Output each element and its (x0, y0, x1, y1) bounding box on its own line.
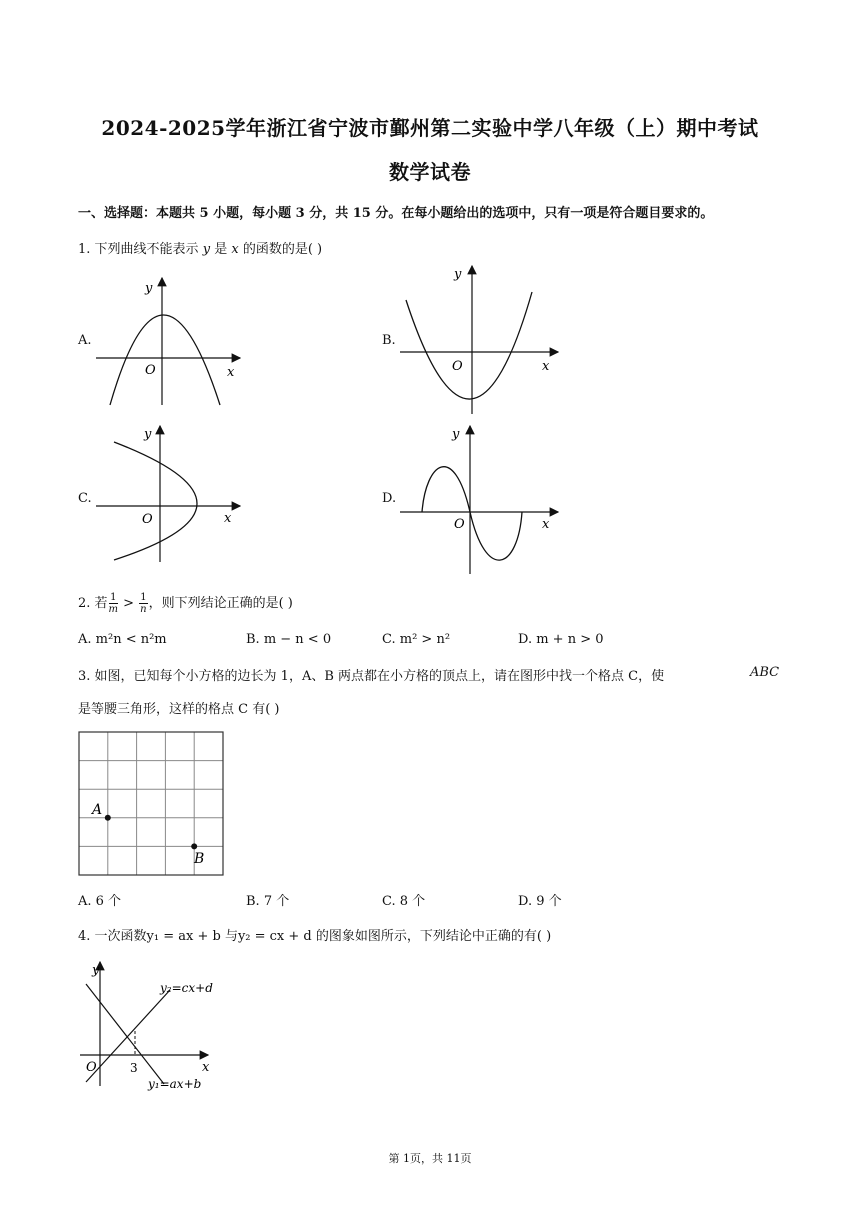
q3-option-b[interactable]: B. 7 个 (246, 894, 290, 909)
x-label: x (542, 517, 550, 532)
curve (114, 442, 197, 560)
question-3-line2: 是等腰三角形，这样的格点 C 有( ) (78, 702, 280, 717)
question-2 (78, 592, 293, 615)
origin-label: O (142, 512, 153, 527)
question-1 (78, 238, 322, 257)
x-label: x (224, 511, 232, 526)
q1-var-y: y (202, 242, 211, 257)
y-label: y (145, 281, 153, 296)
question-4: 4. 一次函数y₁ = ax + b 与y₂ = cx + d 的图象如图所示，下列结论中正确的有( ) (78, 929, 552, 944)
q3-option-a[interactable]: A. 6 个 (78, 894, 122, 909)
origin-label: O (86, 1060, 97, 1075)
q1-graph-c (90, 422, 250, 567)
origin-label: O (452, 359, 463, 374)
q1-graph-b (398, 262, 568, 417)
q1-prefix: 1. 下列曲线不能表示 (78, 242, 199, 257)
line-y2-label: y₂=cx+d (160, 981, 213, 995)
q1-var-x: x (231, 242, 239, 257)
q3-option-c[interactable]: C. 8 个 (382, 894, 426, 909)
q1-option-a-label[interactable]: A. (78, 333, 92, 348)
q1-graph-a (90, 270, 250, 410)
page-footer: 第 1页，共 11页 (388, 1152, 472, 1165)
origin-label: O (145, 363, 156, 378)
curve (110, 315, 220, 405)
q3-option-d[interactable]: D. 9 个 (518, 894, 562, 909)
y-label: y (454, 267, 462, 282)
q1-mid: 是 (214, 242, 228, 257)
x-label: x (202, 1060, 210, 1075)
line-y2 (86, 990, 170, 1082)
x-label: x (542, 359, 550, 374)
origin-label: O (454, 517, 465, 532)
q3-line1: 3. 如图，已知每个小方格的边长为 1，A、B 两点都在小方格的顶点上，请在图形中找一个格点 C，使 (78, 669, 665, 684)
section-heading: 一、选择题：本题共 5 小题，每小题 3 分，共 15 分。在每小题给出的选项中，只有一项是符合题目要求的。 (78, 206, 714, 221)
q2-option-d[interactable]: D. m + n > 0 (518, 632, 604, 647)
q2-option-b[interactable]: B. m − n < 0 (246, 632, 332, 647)
q2-gt: > (123, 596, 135, 611)
q3-grid-figure (78, 730, 228, 880)
exam-title-line1: 2024-2025学年浙江省宁波市鄞州第二实验中学八年级（上）期中考试 (101, 116, 759, 140)
point-a-label: A (92, 802, 103, 818)
q1-option-b-label[interactable]: B. (382, 333, 396, 348)
point-a (105, 815, 111, 821)
x-label: x (227, 365, 235, 380)
line-y1-label: y₁=ax+b (148, 1077, 202, 1091)
y-label: y (144, 427, 152, 442)
q2-suffix: ，则下列结论正确的是( ) (148, 596, 293, 611)
point-b (191, 843, 197, 849)
q2-fraction-2: $\frac{1}{n}$ (140, 592, 147, 615)
curve (406, 292, 532, 399)
q4-line-graph (78, 958, 238, 1098)
q3-abc: ABC (750, 665, 780, 680)
tick-3-label: 3 (130, 1061, 138, 1075)
q1-suffix: 的函数的是( ) (242, 242, 323, 257)
question-3-line1 (78, 665, 664, 684)
exam-title-line2: 数学试卷 (389, 160, 471, 184)
q2-option-a[interactable]: A. m²n < n²m (78, 632, 167, 647)
y-label: y (92, 963, 100, 978)
y-label: y (452, 427, 460, 442)
q2-prefix: 2. 若 (78, 596, 108, 611)
q1-option-c-label[interactable]: C. (78, 491, 92, 506)
q2-option-c[interactable]: C. m² > n² (382, 632, 451, 647)
q2-fraction-1: $\frac{1}{m}$ (108, 592, 119, 615)
curve (422, 467, 522, 560)
point-b-label: B (194, 851, 205, 867)
q1-graph-d (398, 422, 568, 577)
q1-option-d-label[interactable]: D. (382, 491, 397, 506)
